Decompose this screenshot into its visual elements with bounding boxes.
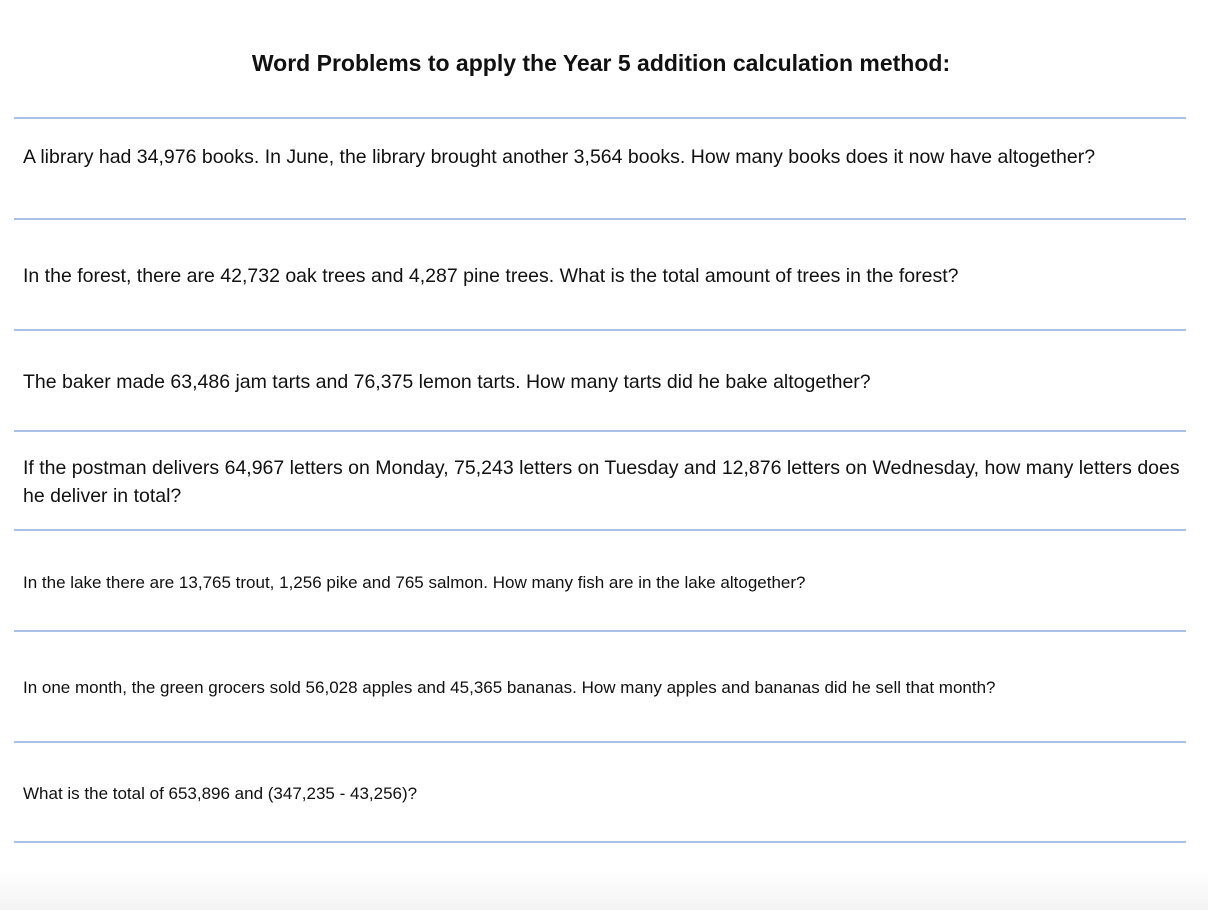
question-6: In one month, the green grocers sold 56,028 apples and 45,365 bananas. How many apples and bananas did he sell that month? bbox=[23, 678, 996, 697]
question-4: If the postman delivers 64,967 letters on Monday, 75,243 letters on Tuesday and 12,876 letters on Wednesday, how many letters does he deliver in total? bbox=[23, 457, 1180, 507]
answer-line-divider bbox=[14, 741, 1186, 743]
worksheet-title: Word Problems to apply the Year 5 addition calculation method: bbox=[251, 50, 951, 76]
question-3: The baker made 63,486 jam tarts and 76,375 lemon tarts. How many tarts did he bake altogether? bbox=[23, 371, 871, 393]
answer-line-divider bbox=[14, 630, 1186, 632]
answer-line-divider bbox=[14, 218, 1186, 220]
answer-line-divider bbox=[14, 841, 1186, 843]
answer-line-divider bbox=[14, 430, 1186, 432]
answer-line-divider bbox=[14, 117, 1186, 119]
question-1: A library had 34,976 books. In June, the library brought another 3,564 books. How many books does it now have altogether? bbox=[23, 146, 1096, 168]
answer-line-divider bbox=[14, 529, 1186, 531]
question-5: In the lake there are 13,765 trout, 1,256 pike and 765 salmon. How many fish are in the lake altogether? bbox=[23, 573, 806, 592]
question-7: What is the total of 653,896 and (347,235 - 43,256)? bbox=[23, 784, 418, 803]
answer-line-divider bbox=[14, 329, 1186, 331]
page-bottom-shade bbox=[0, 870, 1208, 910]
question-2: In the forest, there are 42,732 oak trees and 4,287 pine trees. What is the total amount of trees in the forest? bbox=[23, 265, 959, 287]
